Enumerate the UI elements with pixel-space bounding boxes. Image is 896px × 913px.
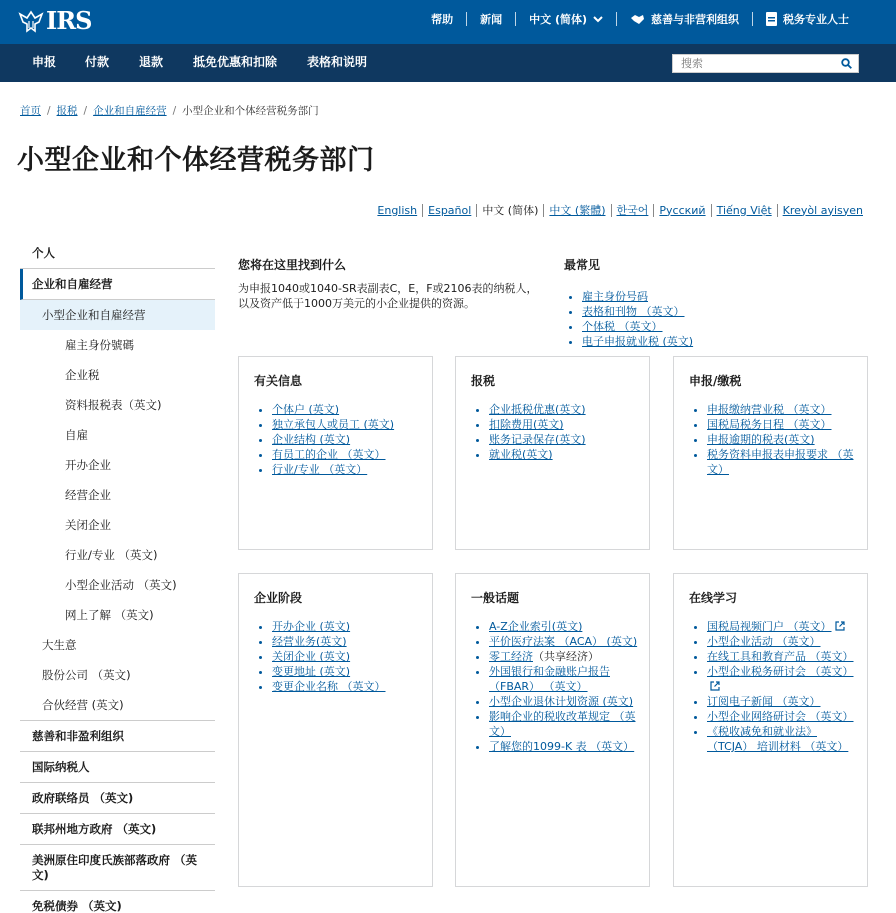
list-item (707, 724, 859, 754)
card-link[interactable]: 在线工具和教育产品 （英文） (707, 650, 854, 663)
sidenav-charities[interactable]: 慈善和非盈利组织 (20, 721, 215, 752)
divider (515, 12, 516, 26)
card-link[interactable]: 经营业务(英文) (272, 635, 347, 648)
utility-nav (418, 0, 862, 38)
card-title: 报税 (471, 374, 496, 388)
most-common-list (564, 289, 693, 349)
sidenav-ein[interactable]: 雇主身份號碼 (65, 337, 134, 352)
list-item (707, 432, 859, 447)
nav-pay[interactable]: 付款 (85, 55, 110, 69)
card-link[interactable]: 企业抵税优惠(英文) (489, 403, 586, 416)
lang-english[interactable]: English (377, 203, 418, 217)
sidenav-government-liaisons[interactable]: 政府联络员 （英文) (20, 783, 215, 814)
sidenav-information-returns[interactable]: 资料报税表（英文) (65, 397, 162, 412)
lang-spanish[interactable]: Español (428, 203, 472, 217)
list-item (272, 634, 424, 649)
irs-logo[interactable] (18, 6, 92, 35)
tax-pros-label: 税务专业人士 (783, 13, 849, 26)
card-link[interactable]: A-Z企业索引(英文) (489, 620, 583, 633)
list-item (489, 649, 641, 664)
list-item (707, 619, 859, 634)
news-label: 新闻 (480, 13, 503, 26)
card-business-stages (238, 573, 433, 887)
card-links (689, 402, 859, 477)
card-link[interactable]: 零工经济 (489, 650, 533, 663)
language-selector (372, 202, 868, 218)
sidenav-large-business[interactable]: 大生意 (42, 637, 77, 652)
list-item (707, 402, 859, 417)
charities-link[interactable] (617, 11, 752, 27)
card-title: 有关信息 (254, 374, 303, 388)
id-card-icon (766, 12, 777, 26)
lang-korean[interactable]: 한국어 (616, 204, 649, 217)
list-item (707, 664, 859, 694)
link-ein[interactable]: 雇主身份号码 (582, 290, 648, 303)
card-file-pay (673, 356, 868, 550)
search-box (672, 54, 859, 73)
charities-label: 慈善与非营利组织 (651, 13, 739, 26)
divider (752, 12, 753, 26)
link-self-employment-tax[interactable]: 个体税 （英文） (582, 320, 663, 333)
lang-chinese-simplified: 中文 (简体) (482, 204, 539, 217)
breadcrumb-separator: / (83, 104, 88, 117)
list-item (707, 649, 859, 664)
lang-vietnamese[interactable]: Tiếng Việt (716, 203, 772, 217)
handshake-icon (630, 13, 645, 25)
card-link[interactable]: 变更企业名称 （英文） (272, 680, 386, 693)
intro-heading: 您将在这里找到什么 (238, 258, 347, 272)
list-item (489, 447, 641, 462)
list-item (489, 634, 641, 649)
card-link[interactable]: 国税局视频门户 （英文） (707, 620, 832, 633)
list-item (272, 619, 424, 634)
card-link[interactable]: 账务记录保存(英文) (489, 433, 586, 446)
sidenav-corporations[interactable]: 股份公司 （英文) (42, 667, 131, 682)
sidenav-business-self-employed[interactable]: 企业和自雇经营 (20, 269, 215, 300)
help-label: 帮助 (431, 13, 454, 26)
card-online-learning (673, 573, 868, 887)
list-item (489, 417, 641, 432)
list-item (582, 334, 693, 349)
nav-file[interactable]: 申报 (32, 55, 57, 69)
search-icon[interactable] (841, 58, 852, 69)
card-link[interactable]: 小型企业税务研讨会 （英文） (707, 665, 854, 678)
card-link[interactable]: 行业/专业 （英文） (272, 463, 368, 476)
card-title: 企业阶段 (254, 591, 303, 605)
card-links (254, 402, 424, 477)
tax-pros-link[interactable] (753, 11, 862, 27)
card-link[interactable]: 订阅电子新闻 （英文） (707, 695, 821, 708)
nav-forms-instructions[interactable]: 表格和说明 (307, 55, 368, 69)
sidenav-business-tax[interactable]: 企业税 (65, 367, 100, 382)
news-link[interactable] (467, 11, 515, 27)
card-link[interactable]: 外国银行和金融账户报告 （FBAR） （英文） (489, 665, 610, 693)
card-taxes (455, 356, 650, 550)
intro-text: 为申报1040或1040-SR表副表C，E，F或2106表的纳税人，以及资产低于1000万美元的小企业提供的资源。 (238, 282, 538, 310)
chevron-down-icon (593, 15, 603, 23)
lang-russian[interactable]: Русский (659, 203, 706, 217)
card-title: 在线学习 (689, 591, 738, 605)
card-general-topics (455, 573, 650, 887)
sidenav-industries[interactable]: 行业/专业 （英文) (65, 547, 158, 562)
sidenav-self-employed[interactable]: 自雇 (65, 427, 88, 442)
breadcrumb-separator: / (47, 104, 51, 117)
most-common-heading: 最常见 (564, 258, 601, 272)
card-link[interactable]: 扣除费用(英文) (489, 418, 564, 431)
list-item (707, 447, 859, 477)
link-forms-pubs[interactable]: 表格和刊物 （英文） (582, 305, 685, 318)
card-link[interactable]: 《税收减免和就业法》 （TCJA） 培训材料 （英文） (707, 725, 849, 753)
top-header (0, 0, 896, 44)
list-item (272, 679, 424, 694)
list-item (707, 694, 859, 709)
card-link[interactable]: 了解您的1099-K 表 （英文） (489, 740, 635, 753)
sidenav-tribal-governments[interactable]: 美洲原住印度氏族部落政府 （英文) (20, 845, 215, 891)
sidenav-start-business[interactable]: 开办企业 (65, 457, 111, 472)
card-links (254, 619, 424, 694)
sidenav-individuals[interactable]: 个人 (20, 238, 215, 269)
sidenav-federal-state-local[interactable]: 联邦州地方政府 （英文) (20, 814, 215, 845)
card-links (471, 619, 641, 754)
card-link[interactable]: 有员工的企业 （英文） (272, 448, 386, 461)
list-item (272, 649, 424, 664)
sidenav-small-business[interactable]: 小型企业和自雇经营 (20, 300, 215, 330)
breadcrumb (20, 103, 319, 118)
card-link[interactable]: 申报逾期的税表(英文) (707, 433, 815, 446)
list-item (707, 417, 859, 432)
card-link[interactable]: 变更地址 (英文) (272, 665, 351, 678)
card-link[interactable]: 国税局税务日程 （英文） (707, 418, 832, 431)
breadcrumb-filing[interactable]: 报税 (56, 105, 78, 117)
list-item (489, 432, 641, 447)
list-item (707, 634, 859, 649)
breadcrumb-current: 小型企业和个体经营税务部门 (182, 105, 319, 117)
sidenav-online-learning[interactable]: 网上了解 （英文) (65, 607, 154, 622)
list-item (582, 289, 693, 304)
list-item (489, 709, 641, 739)
list-item (707, 709, 859, 724)
card-link[interactable]: 小型企业退休计划资源 (英文) (489, 695, 634, 708)
list-item (489, 402, 641, 417)
nav-credits-deductions[interactable]: 抵免优惠和扣除 (193, 55, 278, 69)
card-link[interactable]: 小型企业活动 （英文） (707, 635, 821, 648)
external-link-icon (835, 621, 845, 631)
list-item (272, 462, 424, 477)
card-link[interactable]: 企业结构 (英文) (272, 433, 351, 446)
side-nav (20, 238, 215, 913)
page-title: 小型企业和个体经营税务部门 (17, 145, 375, 176)
sidenav-small-business-events[interactable]: 小型企业活动 （英文) (65, 577, 177, 592)
sidenav-tax-exempt-bonds[interactable]: 免税债券 （英文) (20, 891, 215, 913)
divider (466, 12, 467, 26)
card-link[interactable]: 平价医疗法案 （ACA） (英文) (489, 635, 638, 648)
link-e-file-employment-tax[interactable]: 电子申报就业税 (英文) (582, 335, 694, 348)
list-item (582, 304, 693, 319)
card-related-info (238, 356, 433, 550)
card-link[interactable]: 开办企业 (英文) (272, 620, 351, 633)
card-link[interactable]: 个体户 (英文) (272, 403, 340, 416)
list-item (489, 739, 641, 754)
search-input[interactable] (673, 55, 833, 72)
breadcrumb-home[interactable]: 首页 (20, 105, 41, 117)
gig-economy-note: （共享经济） (533, 650, 599, 663)
card-link[interactable]: 税务资料申报表申报要求 （英文） (707, 448, 854, 476)
list-item (272, 447, 424, 462)
list-item (489, 694, 641, 709)
list-item (489, 619, 641, 634)
list-item (272, 402, 424, 417)
lang-chinese-traditional[interactable]: 中文 (繁體) (549, 204, 606, 217)
external-link-icon (710, 681, 720, 691)
logo-text: IRS (46, 6, 92, 35)
sidenav-partnerships[interactable]: 合伙经营 (英文) (20, 690, 215, 721)
card-link[interactable]: 小型企业网络研讨会 （英文） (707, 710, 854, 723)
divider (616, 12, 617, 26)
help-link[interactable] (418, 11, 466, 27)
list-item (272, 664, 424, 679)
card-link[interactable]: 独立承包人或员工 (英文) (272, 418, 395, 431)
list-item (272, 417, 424, 432)
card-title: 申报/缴税 (689, 374, 742, 388)
lang-haitian-creole[interactable]: Kreyòl ayisyen (782, 203, 863, 217)
sidenav-international[interactable]: 国际纳税人 (20, 752, 215, 783)
eagle-icon (18, 8, 44, 34)
card-title: 一般话题 (471, 591, 520, 605)
list-item (489, 664, 641, 694)
card-link[interactable]: 关闭企业 (英文) (272, 650, 351, 663)
language-dropdown[interactable] (516, 11, 616, 27)
nav-refunds[interactable]: 退款 (139, 55, 164, 69)
card-links (689, 619, 859, 754)
card-link[interactable]: 影响企业的税收改革规定 （英文） (489, 710, 636, 738)
card-link[interactable]: 申报缴纳营业税 （英文） (707, 403, 832, 416)
breadcrumb-business[interactable]: 企业和自雇经营 (93, 105, 167, 117)
card-link[interactable]: 就业税(英文) (489, 448, 553, 461)
sidenav-operate-business[interactable]: 经营企业 (65, 487, 111, 502)
card-links (471, 402, 641, 462)
language-label: 中文 (简体) (529, 13, 587, 26)
sidenav-close-business[interactable]: 关闭企业 (65, 517, 111, 532)
list-item (272, 432, 424, 447)
breadcrumb-separator: / (172, 104, 177, 117)
list-item (582, 319, 693, 334)
